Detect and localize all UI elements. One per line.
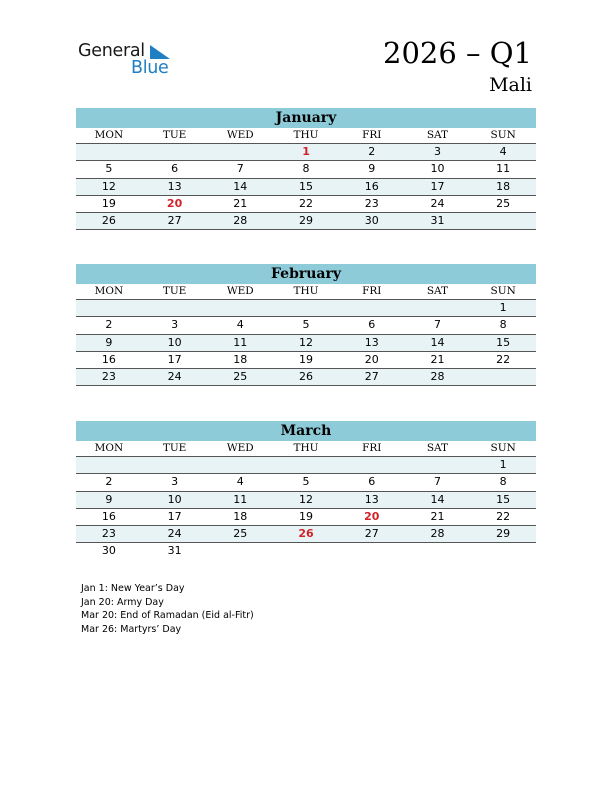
day-cell: 16 [101,352,116,366]
day-cell: 4 [499,145,507,158]
empty-day-cell [207,457,273,473]
day-cell: 12 [299,492,314,506]
day-cell: 24 [167,370,182,384]
day-cell: 6 [171,162,179,176]
holiday-note: Mar 20: End of Ramadan (Eid al-Fitr) [81,610,254,621]
day-cell: 23 [364,196,379,210]
day-cell: 4 [236,318,244,332]
day-cell: 4 [236,475,244,489]
day-cell: 3 [433,145,441,158]
holiday-note: Jan 20: Army Day [81,596,164,608]
weekday-label: FRI [362,129,382,141]
day-cell: 24 [430,196,445,210]
empty-day-cell [273,300,339,316]
day-cell: 16 [364,179,379,193]
day-cell: 13 [167,179,182,193]
empty-day-cell [470,213,536,229]
empty-day-cell [142,300,208,316]
weekday-label: SUN [490,285,516,297]
day-cell: 27 [364,370,379,384]
day-cell: 13 [364,492,379,506]
day-cell: 10 [430,162,445,176]
week-row [76,335,536,352]
weekday-label: FRI [362,442,382,454]
weekday-label: WED [226,442,254,454]
day-cell: 6 [368,318,376,332]
month-header: March [76,421,536,441]
day-cell: 19 [299,352,314,366]
logo-word-blue: Blue [131,58,169,78]
day-cell: 8 [499,318,507,332]
weekday-label: SAT [426,285,449,297]
month-header: January [76,108,536,128]
weekday-label: WED [226,129,254,141]
day-cell: 17 [167,352,182,366]
weekday-label: MON [94,285,124,297]
day-cell: 5 [302,318,310,332]
weekday-label: TUE [162,285,187,297]
empty-day-cell [470,369,536,385]
empty-day-cell [207,300,273,316]
day-cell: 14 [430,335,445,349]
holiday-note: Mar 26: Martyrs’ Day [81,623,182,635]
week-row [76,317,536,334]
logo-word-general: General [78,41,145,61]
day-cell: 8 [302,162,310,176]
week-row [76,543,536,560]
month-january [76,108,536,230]
week-row [76,300,536,317]
weekday-label: SUN [490,442,516,454]
week-row [76,457,536,474]
day-cell: 26 [299,370,314,384]
day-cell: 16 [101,509,116,523]
day-cell: 3 [171,318,179,332]
week-row [76,161,536,178]
day-cell: 22 [299,196,314,210]
logo-triangle-icon [150,45,170,59]
day-cell: 13 [364,335,379,349]
empty-day-cell [76,457,142,473]
country-name: Mali [489,74,532,96]
day-cell: 22 [496,352,511,366]
empty-day-cell [142,457,208,473]
day-cell: 1 [499,458,507,471]
empty-day-cell [142,144,208,160]
day-cell: 21 [430,509,445,523]
week-row [76,526,536,543]
day-cell: 3 [171,475,179,489]
empty-day-cell [76,144,142,160]
day-cell: 15 [299,179,314,193]
day-cell: 17 [167,509,182,523]
day-cell: 14 [233,179,248,193]
empty-day-cell [470,543,536,560]
empty-day-cell [405,543,471,560]
day-cell: 18 [233,352,248,366]
day-cell: 14 [430,492,445,506]
week-row [76,509,536,526]
weekday-header-row [76,284,536,300]
generalblue-logo [78,41,178,81]
weekday-label: MON [94,129,124,141]
day-cell: 5 [105,162,113,176]
day-cell: 20 [364,352,379,366]
day-cell: 29 [496,527,511,541]
day-cell: 11 [233,492,248,506]
day-cell: 27 [167,214,182,228]
weekday-label: FRI [362,285,382,297]
day-cell: 21 [430,352,445,366]
day-cell: 7 [236,162,244,176]
day-cell: 26 [101,214,116,228]
weekday-label: TUE [162,442,187,454]
day-cell: 26 [298,527,314,541]
weekday-header-row [76,441,536,457]
day-cell: 28 [430,527,445,541]
holiday-note: Jan 1: New Year’s Day [81,583,185,594]
week-row [76,474,536,491]
day-cell: 6 [368,475,376,489]
empty-day-cell [339,457,405,473]
empty-day-cell [207,543,273,560]
weekday-label: TUE [162,129,187,141]
weekday-label: WED [226,285,254,297]
day-cell: 12 [101,179,116,193]
empty-day-cell [76,300,142,316]
day-cell: 31 [430,214,445,228]
empty-day-cell [405,457,471,473]
weekday-label: THU [293,442,319,454]
empty-day-cell [339,300,405,316]
day-cell: 15 [496,335,511,349]
day-cell: 21 [233,196,248,210]
week-row [76,492,536,509]
day-cell: 20 [364,509,380,523]
day-cell: 10 [167,335,182,349]
weekday-label: THU [293,285,319,297]
weekday-label: THU [293,129,319,141]
day-cell: 10 [167,492,182,506]
day-cell: 31 [167,544,182,558]
day-cell: 1 [302,145,310,158]
weekday-label: MON [94,442,124,454]
week-row [76,144,536,161]
day-cell: 25 [233,527,248,541]
day-cell: 22 [496,509,511,523]
day-cell: 25 [233,370,248,384]
day-cell: 17 [430,179,445,193]
week-row [76,179,536,196]
day-cell: 28 [233,214,248,228]
day-cell: 11 [496,162,511,176]
day-cell: 19 [101,196,116,210]
day-cell: 23 [101,370,116,384]
day-cell: 28 [430,370,445,384]
month-february [76,264,536,386]
weekday-header-row [76,128,536,144]
day-cell: 20 [166,196,183,210]
day-cell: 9 [105,335,113,349]
day-cell: 18 [496,179,511,193]
day-cell: 30 [101,544,116,558]
week-row [76,352,536,369]
day-cell: 8 [499,475,507,489]
day-cell: 7 [433,318,441,332]
week-row [76,213,536,230]
holiday-notes [81,582,254,636]
day-cell: 12 [299,335,314,349]
day-cell: 2 [105,475,113,489]
empty-day-cell [405,300,471,316]
empty-day-cell [273,457,339,473]
day-cell: 19 [299,509,314,523]
weekday-label: SAT [426,442,449,454]
day-cell: 29 [299,214,314,228]
day-cell: 7 [433,475,441,489]
week-row [76,196,536,213]
empty-day-cell [207,144,273,160]
day-cell: 23 [101,527,116,541]
day-cell: 2 [368,145,376,158]
day-cell: 27 [364,527,379,541]
page-title: 2026 – Q1 [383,36,532,70]
weekday-label: SAT [426,129,449,141]
day-cell: 2 [105,318,113,332]
month-march [76,421,536,561]
day-cell: 9 [105,492,113,506]
month-header: February [76,264,536,284]
day-cell: 25 [496,196,511,210]
day-cell: 5 [302,475,310,489]
day-cell: 30 [364,214,379,228]
empty-day-cell [339,543,405,560]
week-row [76,369,536,386]
day-cell: 18 [233,509,248,523]
day-cell: 1 [499,301,507,314]
day-cell: 15 [496,492,511,506]
weekday-label: SUN [490,129,516,141]
day-cell: 24 [167,527,182,541]
day-cell: 9 [368,162,376,176]
day-cell: 11 [233,335,248,349]
empty-day-cell [273,543,339,560]
